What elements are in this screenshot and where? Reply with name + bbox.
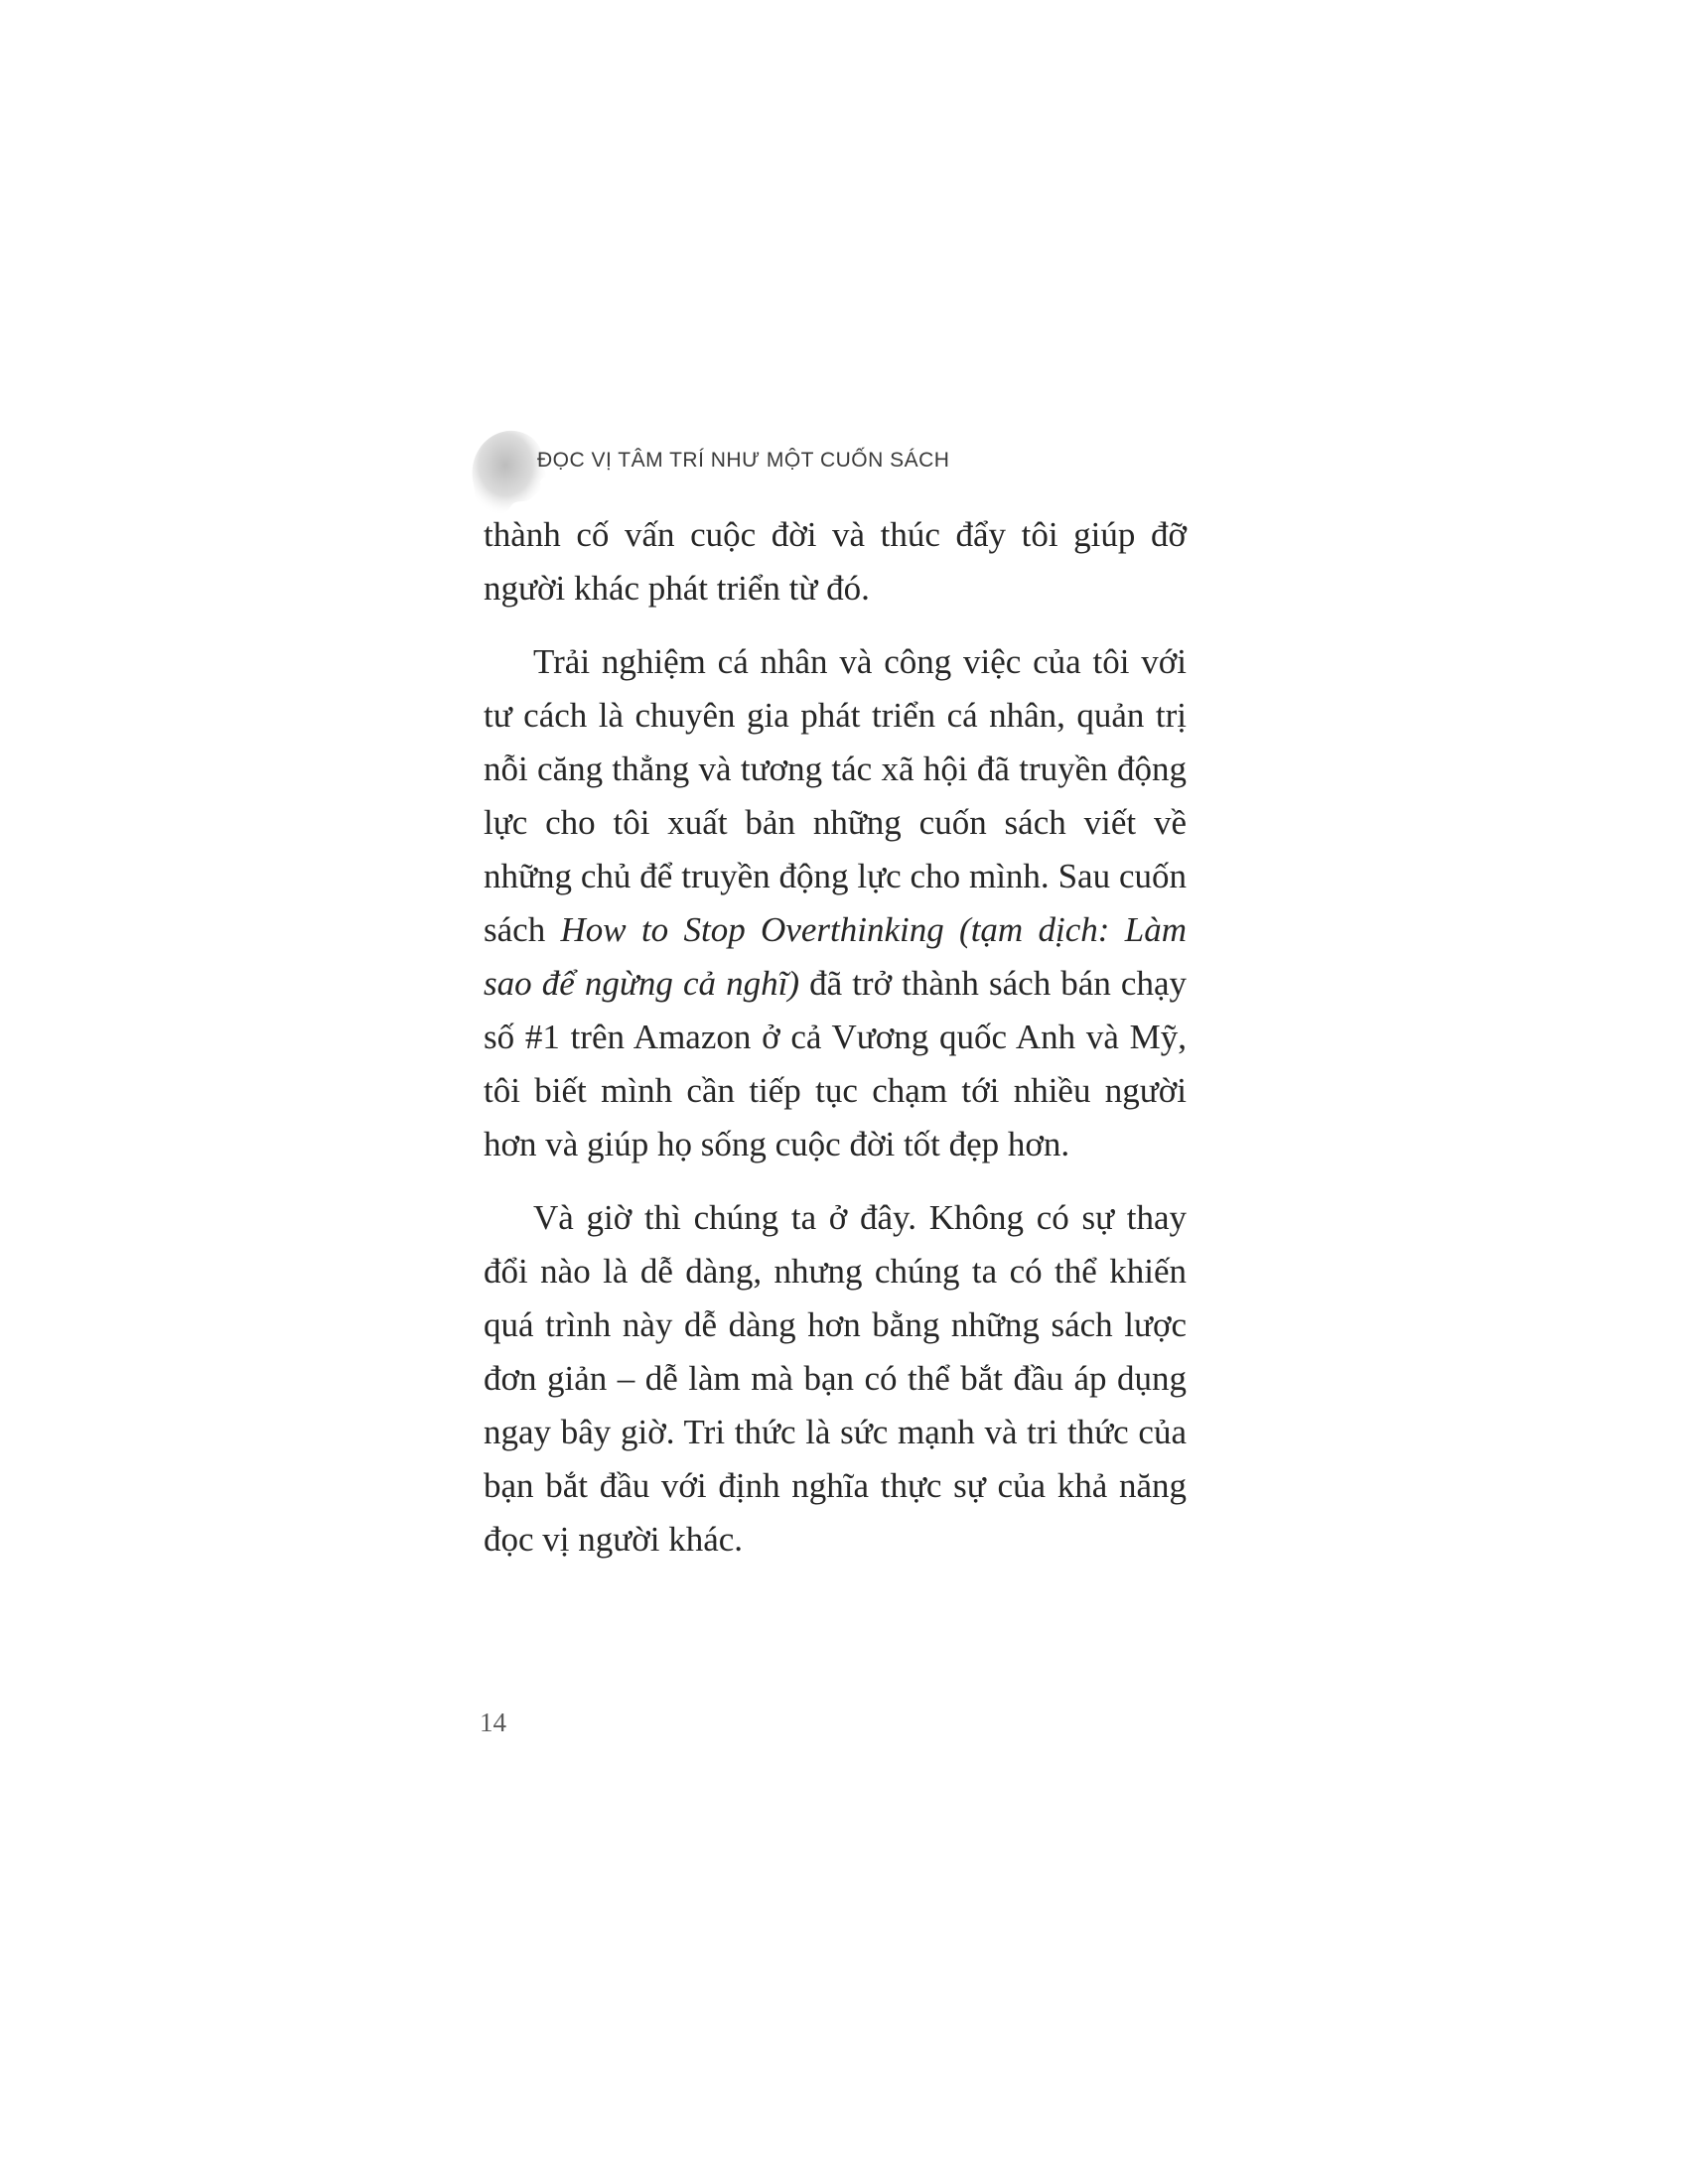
- paragraph-text: Trải nghiệm cá nhân và công việc của tôi với tư cách là chuyên gia phát triển cá nhân, quản trị nỗi căng thẳng và tương tác xã hội đã truyền động lực cho tôi xuất bản những cuốn sách viết về những chủ để truyền động lực cho mình. Sau cuốn sách: [484, 642, 1187, 949]
- paragraph: Và giờ thì chúng ta ở đây. Không có sự thay đổi nào là dễ dàng, nhưng chúng ta có thể khiến quá trình này dễ dàng hơn bằng những sách lược đơn giản – dễ làm mà bạn có thể bắt đầu áp dụng ngay bây giờ. Tri thức là sức mạnh và tri thức của bạn bắt đầu với định nghĩa thực sự của khả năng đọc vị người khác.: [484, 1198, 1187, 1559]
- paragraph-continued: thành cố vấn cuộc đời và thúc đẩy tôi giúp đỡ người khác phát triển từ đó.: [484, 515, 1187, 608]
- book-title-italic: How to Stop Overthinking (tạm dịch: Làm sao để ngừng cả nghĩ): [484, 910, 1187, 1003]
- body-text: [484, 508, 1187, 1567]
- paragraph-text: đã trở thành sách bán chạy số #1 trên Amazon ở cả Vương quốc Anh và Mỹ, tôi biết mình cần tiếp tục chạm tới nhiều người hơn và giúp họ sống cuộc đời tốt đẹp hơn.: [484, 964, 1187, 1163]
- running-header: [463, 409, 1197, 518]
- paragraph: [484, 635, 1187, 1171]
- page-number: 14: [480, 1707, 506, 1737]
- running-title: ĐỌC VỊ TÂM TRÍ NHƯ MỘT CUỐN SÁCH: [537, 449, 950, 472]
